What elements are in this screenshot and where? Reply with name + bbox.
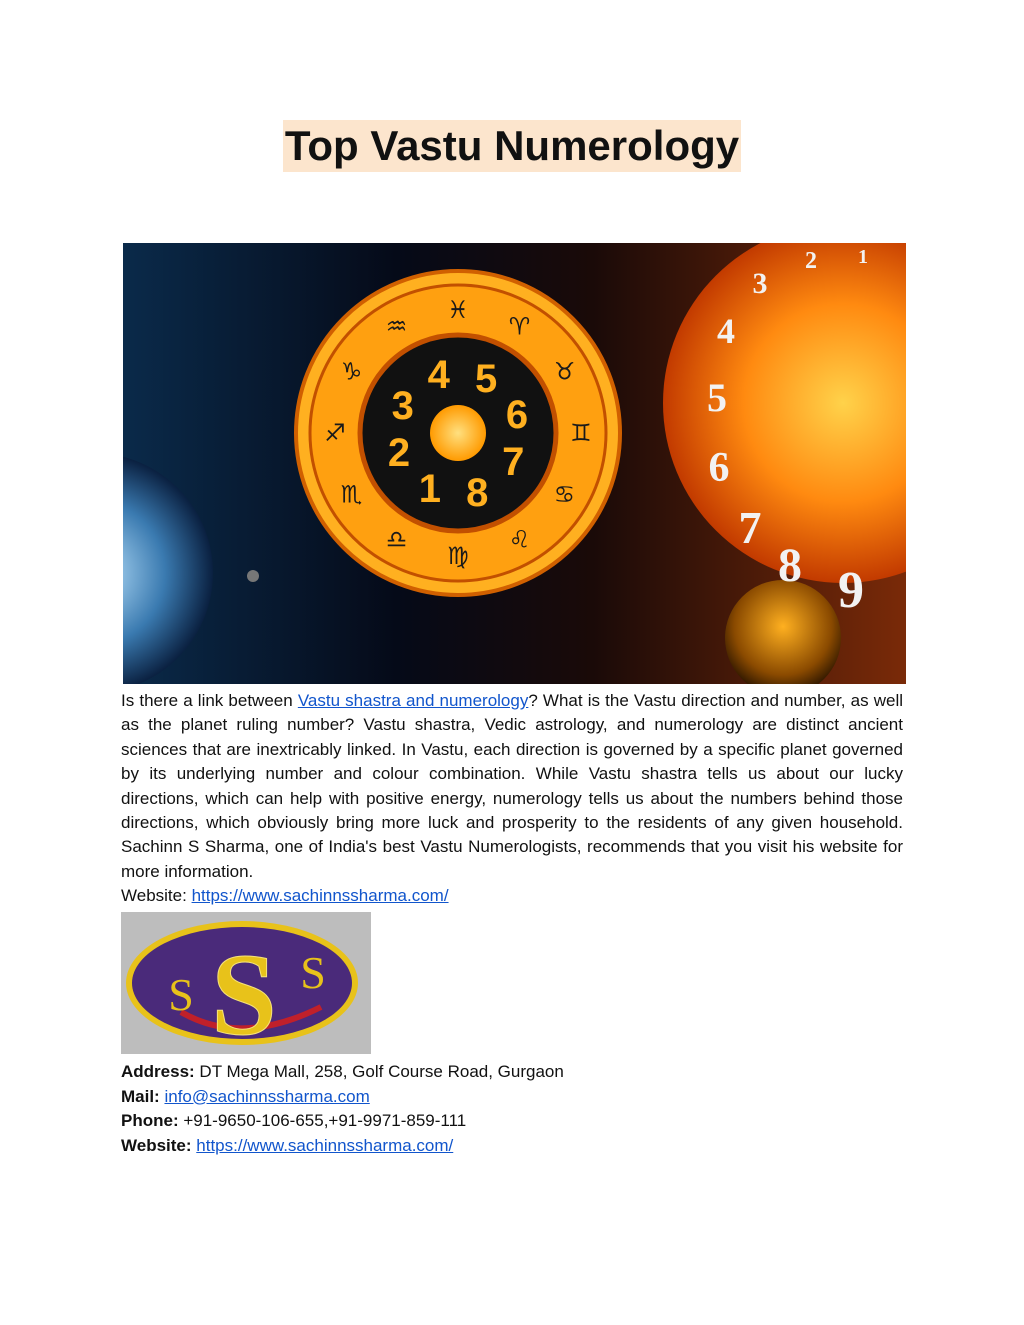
address-label: Address: [121, 1062, 195, 1081]
wheel-number: 3 [391, 383, 414, 428]
wheel-number: 1 [418, 467, 442, 512]
zodiac-sign: ♉ [553, 357, 576, 386]
spiral-number: 8 [778, 539, 802, 592]
small-moon [247, 570, 259, 582]
spiral-number: 5 [707, 375, 727, 420]
zodiac-sign: ♋ [553, 480, 576, 509]
wheel-number: 2 [387, 431, 411, 476]
vastu-numerology-link[interactable]: Vastu shastra and numerology [297, 691, 529, 710]
phone-line [121, 1109, 564, 1134]
zodiac-wheel [296, 271, 620, 595]
zodiac-sign: ♓ [447, 296, 469, 324]
sss-logo [121, 912, 371, 1054]
spiral-number: 1 [858, 246, 868, 268]
zodiac-sign: ♊ [570, 419, 592, 447]
spiral-number: 2 [805, 248, 817, 274]
zodiac-sign: ♒ [385, 312, 408, 341]
address-value: DT Mega Mall, 258, Golf Course Road, Gurgaon [194, 1062, 564, 1081]
zodiac-sign: ♌ [508, 525, 531, 554]
intro-paragraph [121, 689, 903, 884]
contact-website-label: Website: [121, 1135, 192, 1155]
mail-link[interactable]: info@sachinnssharma.com [164, 1086, 370, 1106]
contact-website-link[interactable]: https://www.sachinnssharma.com/ [196, 1135, 454, 1155]
page-title: Top Vastu Numerology [283, 120, 741, 172]
zodiac-sign: ♈ [508, 312, 531, 341]
mail-label: Mail: [121, 1086, 160, 1106]
zodiac-sign: ♏ [340, 480, 363, 509]
mail-line [121, 1085, 564, 1110]
hero-image [123, 243, 906, 684]
numerology-illustration [123, 243, 906, 684]
intro-prefix: Is there a link between [121, 691, 298, 710]
intro-body: ? What is the Vastu direction and number, as well as the planet ruling number? Vastu shastra, Vedic astrology, and numerology are distinct ancient sciences that are inextricably linked. In Vastu, each direction is governed by a specific planet governed by its underlying number and colour combination. While Vastu shastra tells us about our lucky directions, which can help with positive energy, numerology tells us about the numbers behind those directions, which obviously bring more luck and prosperity to the residents of any given household. Sachinn S Sharma, one of India's best Vastu Numerologists, recommends that you visit his website for more information. [121, 691, 904, 881]
website-label: Website: [121, 886, 192, 905]
zodiac-sign: ♍ [447, 542, 469, 570]
spiral-number: 7 [738, 502, 762, 553]
logo-letter-center: S [211, 929, 277, 1054]
zodiac-sign: ♑ [340, 357, 363, 386]
spiral-number: 4 [717, 311, 735, 351]
wheel-number: 8 [466, 471, 489, 515]
wheel-number: 5 [474, 356, 498, 401]
contact-website-line [121, 1134, 564, 1159]
wheel-number: 6 [505, 392, 529, 437]
contact-block [121, 1060, 564, 1158]
wheel-number: 4 [427, 353, 450, 397]
spiral-number: 3 [752, 267, 768, 300]
phone-value: +91-9650-106-655,+91-9971-859-111 [178, 1111, 467, 1130]
company-logo [121, 912, 371, 1054]
zodiac-sign: ♐ [324, 419, 346, 447]
logo-letter-left: S [168, 969, 194, 1020]
zodiac-sign: ♎ [385, 525, 408, 554]
phone-label: Phone: [121, 1111, 179, 1130]
title-container [0, 120, 1024, 172]
spiral-number: 6 [708, 445, 730, 491]
spiral-number: 9 [838, 562, 864, 619]
wheel-number: 7 [502, 440, 525, 485]
logo-letter-right: S [300, 947, 326, 998]
website-link[interactable]: https://www.sachinnssharma.com/ [191, 886, 449, 905]
website-line [121, 884, 449, 908]
address-line [121, 1060, 564, 1085]
